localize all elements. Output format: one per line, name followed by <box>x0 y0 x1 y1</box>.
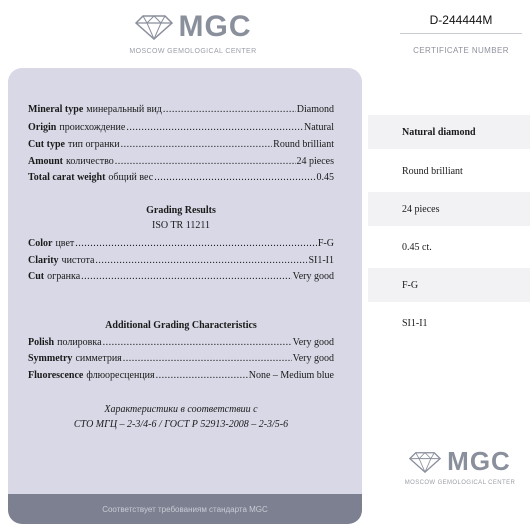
row-label-ru: цвет <box>55 238 75 249</box>
logo-bottom <box>394 446 526 486</box>
row-label-ru: огранка <box>47 271 81 282</box>
row-label: Clarity <box>28 255 59 266</box>
row-origin <box>28 122 334 134</box>
summary-cut-type: Round brilliant <box>402 165 463 177</box>
row-value: Diamond <box>296 104 334 115</box>
grading-results-title: Grading Results <box>146 205 216 216</box>
row-value: Round brilliant <box>273 139 334 150</box>
row-label: Symmetry <box>28 353 73 364</box>
row-label-ru: общий вес <box>108 172 154 183</box>
row-label-ru: тип огранки <box>67 139 120 150</box>
row-label-ru: количество <box>66 156 114 167</box>
row-label: Cut type <box>28 139 65 150</box>
row-amount <box>28 156 334 168</box>
summary-mineral: Natural diamond <box>368 115 530 149</box>
row-fluorescence <box>28 370 334 382</box>
row-value: 0.45 <box>316 172 334 183</box>
row-total-carat-weight <box>28 172 334 184</box>
summary-color: F-G <box>368 268 530 302</box>
row-label: Fluorescence <box>28 370 84 381</box>
grading-standard: ISO TR 11211 <box>152 220 210 231</box>
row-value: 24 pieces <box>296 156 334 167</box>
row-label: Total carat weight <box>28 172 106 183</box>
row-value: F-G <box>317 238 334 249</box>
row-label: Cut <box>28 271 45 282</box>
row-polish <box>28 337 334 349</box>
row-label: Origin <box>28 122 57 133</box>
divider <box>400 33 522 34</box>
logo-tagline: MOSCOW GEMOLOGICAL CENTER <box>129 48 257 55</box>
diamond-icon <box>409 451 441 473</box>
row-value: None – Medium blue <box>248 370 334 381</box>
row-value: SI1-I1 <box>308 255 334 266</box>
row-label-ru: происхождение <box>59 122 126 133</box>
row-label-ru: чистота <box>61 255 95 266</box>
row-cut <box>28 271 334 283</box>
row-label: Polish <box>28 337 55 348</box>
row-label-ru: флюоресценция <box>86 370 155 381</box>
row-mineral-type <box>28 104 334 116</box>
row-label-ru: симметрия <box>75 353 122 364</box>
row-value: Natural <box>304 122 334 133</box>
row-label: Color <box>28 238 53 249</box>
panel-footer: Соответствует требованиям стандарта MGC <box>8 494 362 524</box>
row-label: Mineral type <box>28 104 84 115</box>
row-symmetry <box>28 353 334 365</box>
summary-weight: 0.45 ct. <box>402 241 432 253</box>
logo-brand: MGC <box>178 10 252 43</box>
row-cut-type <box>28 139 334 151</box>
additional-grading-title: Additional Grading Characteristics <box>105 320 257 331</box>
row-value: Very good <box>292 337 334 348</box>
row-label-ru: минеральный вид <box>86 104 162 115</box>
certificate-number: D-244444M <box>429 13 493 27</box>
logo-brand: MGC <box>447 446 511 476</box>
logo-tagline: MOSCOW GEMOLOGICAL CENTER <box>404 480 516 486</box>
row-label-ru: полировка <box>57 337 102 348</box>
diamond-icon <box>135 14 173 40</box>
row-clarity <box>28 255 334 267</box>
certificate-panel <box>8 68 362 524</box>
standards-note-line-1: Характеристики в соответствии с <box>104 404 258 415</box>
row-color <box>28 238 334 250</box>
summary-clarity: SI1-I1 <box>402 317 428 329</box>
standards-note-line-2: СТО МГЦ – 2-3/4-6 / ГОСТ Р 52913-2008 – 2-3/5-6 <box>73 419 289 430</box>
row-value: Very good <box>292 353 334 364</box>
row-label: Amount <box>28 156 64 167</box>
row-value: Very good <box>292 271 334 282</box>
summary-amount: 24 pieces <box>368 192 530 226</box>
logo-top <box>118 10 268 55</box>
certificate-number-label: CERTIFICATE NUMBER <box>413 46 509 55</box>
